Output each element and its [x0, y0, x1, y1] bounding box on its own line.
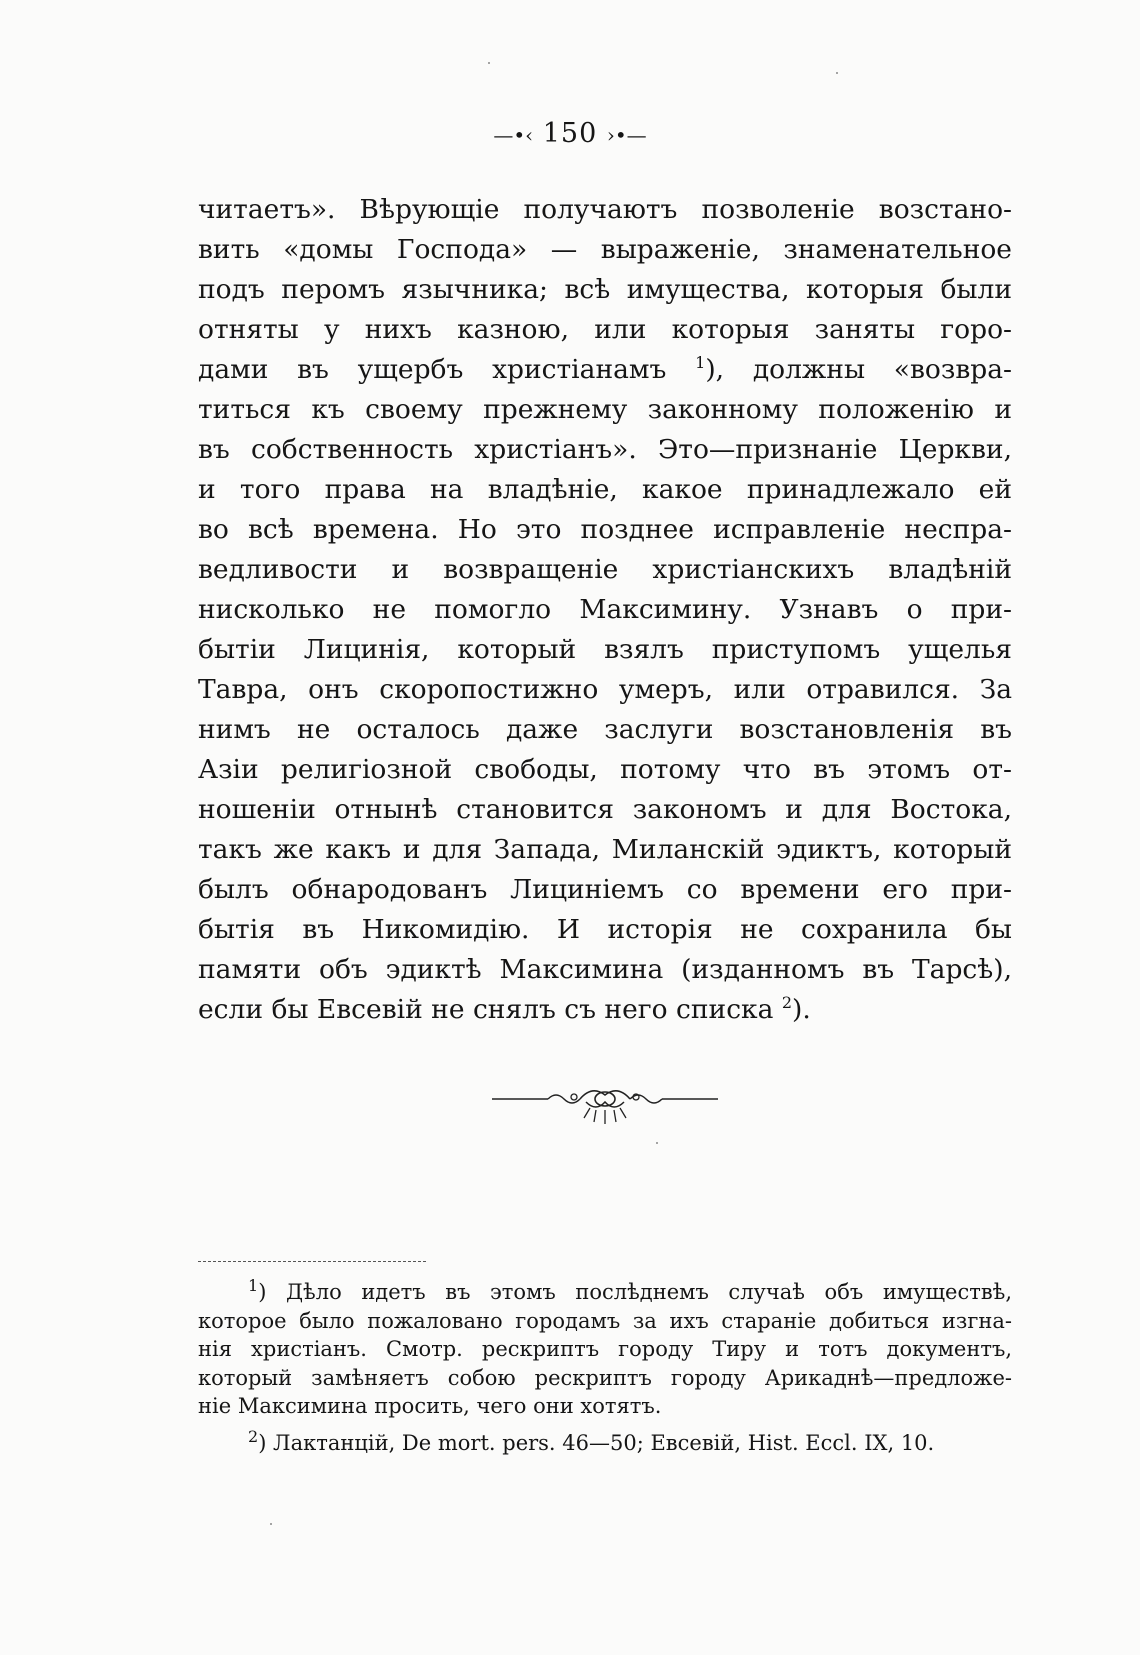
page-header	[0, 118, 1140, 149]
text-line: нисколько не помогло Максимину. Узнавъ о при-	[198, 594, 1012, 625]
text-line: отняты у нихъ казною, или которыя заняты горо-	[198, 314, 1012, 345]
text-line: такъ же какъ и для Запада, Миланскій эдиктъ, который	[198, 834, 1012, 865]
text-line: былъ обнародованъ Лициніемъ со времени его при-	[198, 874, 1012, 905]
text-line: ведливости и возвращеніе христіанскихъ владѣній	[198, 554, 1012, 585]
footnote-ref-1[interactable]: 1	[695, 353, 706, 373]
text-line	[198, 990, 1012, 1030]
decorative-vignette-icon	[490, 1080, 720, 1140]
footnote-2-mark: 2	[248, 1428, 259, 1446]
scan-speck	[656, 1142, 658, 1144]
text-line: нимъ не осталось даже заслуги возстановленія въ	[198, 714, 1012, 745]
text-fragment: если бы Евсевій не снялъ съ него списка	[198, 994, 774, 1025]
text-line: читаетъ». Вѣрующіе получаютъ позволеніе возстано-	[198, 194, 1012, 225]
text-fragment: ) Лактанцій, De mort. pers. 46—50; Евсевій, Hist. Eccl. IX, 10.	[258, 1430, 935, 1455]
scan-speck	[836, 72, 838, 74]
text-fragment: ), должны «возвра-	[705, 354, 1012, 385]
text-line: титься къ своему прежнему законному положенію и	[198, 394, 1012, 425]
footnote-1-line: которое было пожаловано городамъ за ихъ стараніе добиться изгна-	[198, 1308, 1012, 1333]
main-text	[198, 190, 1012, 1030]
text-line: Азіи религіозной свободы, потому что въ этомъ от-	[198, 754, 1012, 785]
footnote-1-line: который замѣняетъ собою рескриптъ городу Арикаднѣ—предложе-	[198, 1365, 1012, 1390]
footnote-ref-2[interactable]: 2	[781, 993, 793, 1013]
footnote-1-line: ніе Максимина просить, чего они хотятъ.	[198, 1394, 662, 1418]
text-line: Тавра, онъ скоропостижно умеръ, или отравился. За	[198, 674, 1012, 705]
scan-speck	[270, 1523, 272, 1525]
text-line: бытія въ Никомидію. И исторія не сохранила бы	[198, 914, 1012, 945]
text-line: въ собственность христіанъ». Это—признаніе Церкви,	[198, 434, 1012, 465]
footnote-1-line	[198, 1278, 1012, 1307]
text-fragment: дами въ ущербъ христіанамъ	[198, 354, 667, 385]
text-line: и того права на владѣніе, какое принадлежало ей	[198, 474, 1012, 505]
footnotes	[198, 1278, 1012, 1457]
text-line: вить «домы Господа» — выраженіе, знаменательное	[198, 234, 1012, 265]
text-fragment: ).	[792, 994, 811, 1025]
text-line	[198, 350, 1012, 390]
text-fragment: ) Дѣло идетъ въ этомъ послѣднемъ случаѣ объ имуществѣ,	[258, 1280, 1012, 1304]
text-line: ношеніи отнынѣ становится закономъ и для Востока,	[198, 794, 1012, 825]
text-line: подъ перомъ язычника; всѣ имущества, которыя были	[198, 274, 1012, 305]
scan-speck	[488, 62, 490, 64]
footnote-1-mark: 1	[248, 1278, 259, 1295]
ornament-right: ›•—	[606, 123, 647, 147]
page-number: 150	[542, 118, 598, 149]
ornament-left: —•‹	[493, 123, 534, 147]
footnote-separator	[198, 1261, 426, 1262]
text-line: памяти объ эдиктѣ Максимина (изданномъ въ Тарсѣ),	[198, 954, 1012, 985]
text-line: бытіи Лицинія, который взялъ приступомъ ущелья	[198, 634, 1012, 665]
text-line: во всѣ времена. Но это позднее исправленіе неспра-	[198, 514, 1012, 545]
footnote-1-line: нія христіанъ. Смотр. рескриптъ городу Тиру и тотъ документъ,	[198, 1337, 1012, 1361]
footnote-2-line	[198, 1429, 1012, 1458]
